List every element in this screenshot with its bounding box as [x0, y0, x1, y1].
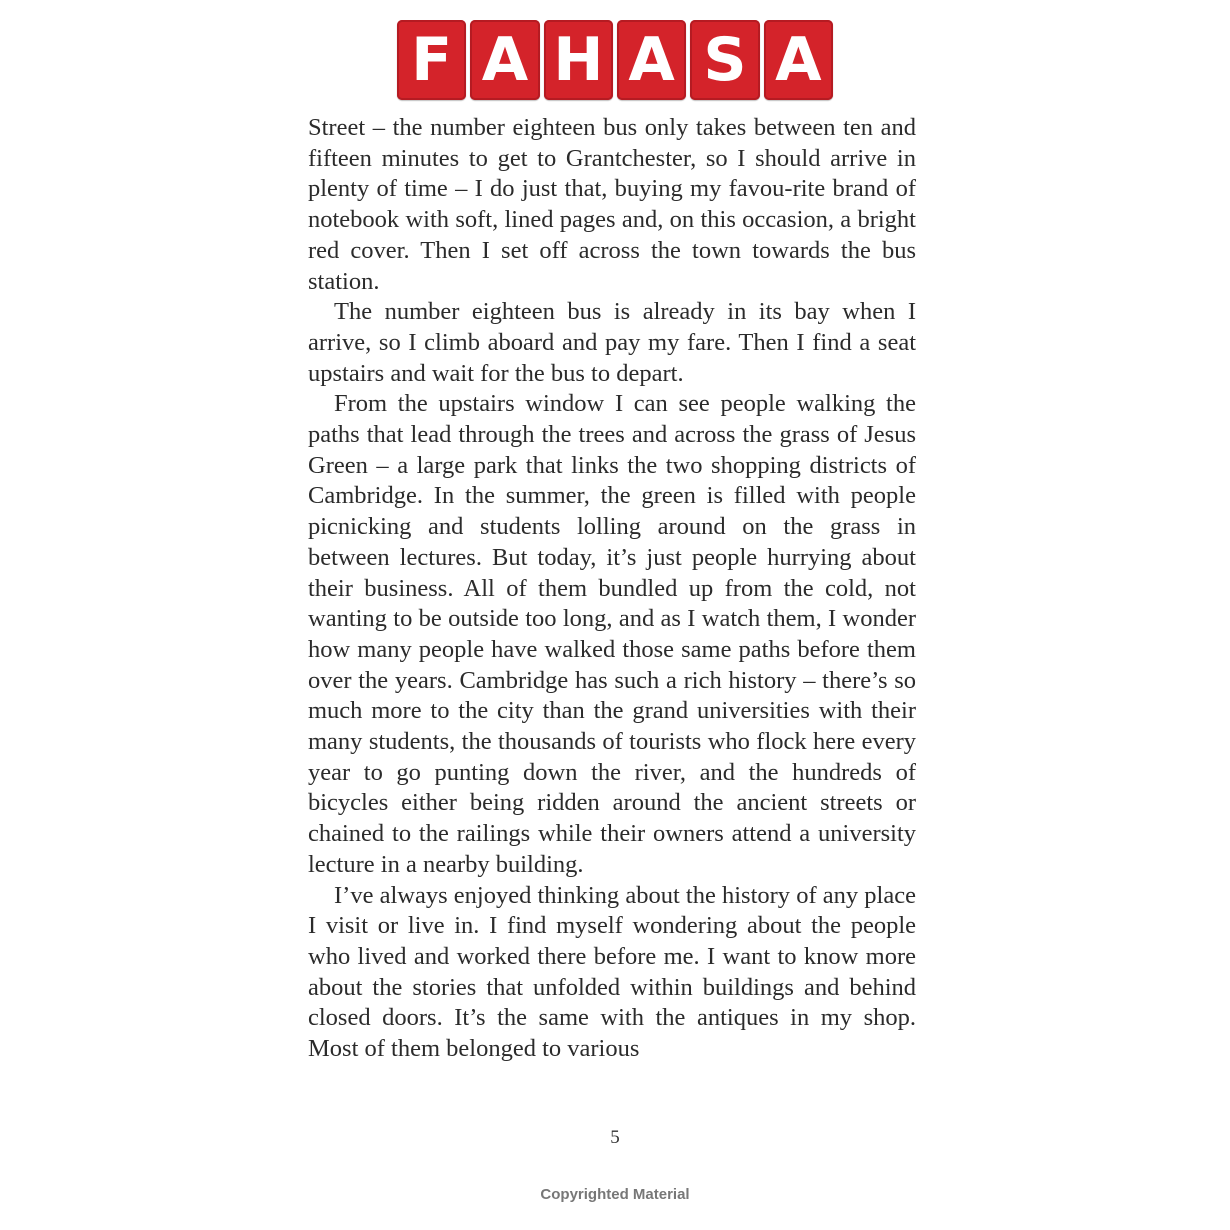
logo-letter: A	[470, 20, 539, 100]
book-page-text	[308, 111, 916, 1097]
logo-letter: S	[690, 20, 759, 100]
fahasa-logo	[397, 20, 833, 100]
paragraph: Street – the number eighteen bus only takes between ten and fifteen minutes to get to Grantchester, so I should arrive in plenty of time – I do just that, buying my favou-rite brand of notebook with soft, lined pages and, on this occasion, a bright red cover. Then I set off across the town towards the bus station.	[308, 114, 916, 295]
logo-letter: F	[397, 20, 466, 100]
logo-letter: H	[544, 20, 613, 100]
paragraph: From the upstairs window I can see people walking the paths that lead through the trees and across the grass of Jesus Green – a large park that links the two shopping districts of Cambridge. In the summer, the green is filled with people picnicking and students lolling around on the grass in between lectures. But today, it’s just people hurrying about their business. All of them bundled up from the cold, not wanting to be outside too long, and as I watch them, I wonder how many people have walked those same paths before them over the years. Cambridge has such a rich history – there’s so much more to the city than the grand universities with their many students, the thousands of tourists who flock here every year to go punting down the river, and the hundreds of bicycles either being ridden around the ancient streets or chained to the railings while their owners attend a university lecture in a nearby building.	[308, 390, 916, 878]
paragraph: I’ve always enjoyed thinking about the history of any place I visit or live in. I find myself wondering about the people who lived and worked there before me. I want to know more about the stories that unfolded within buildings and behind closed doors. It’s the same with the antiques in my shop. Most of them belonged to various	[308, 881, 916, 1063]
page-number: 5	[610, 1127, 620, 1148]
paragraph: The number eighteen bus is already in its bay when I arrive, so I climb aboard and pay my fare. Then I find a seat upstairs and wait for the bus to depart.	[308, 298, 916, 387]
logo-letter: A	[764, 20, 833, 100]
logo-letter: A	[617, 20, 686, 100]
copyright-notice: Copyrighted Material	[540, 1186, 690, 1203]
